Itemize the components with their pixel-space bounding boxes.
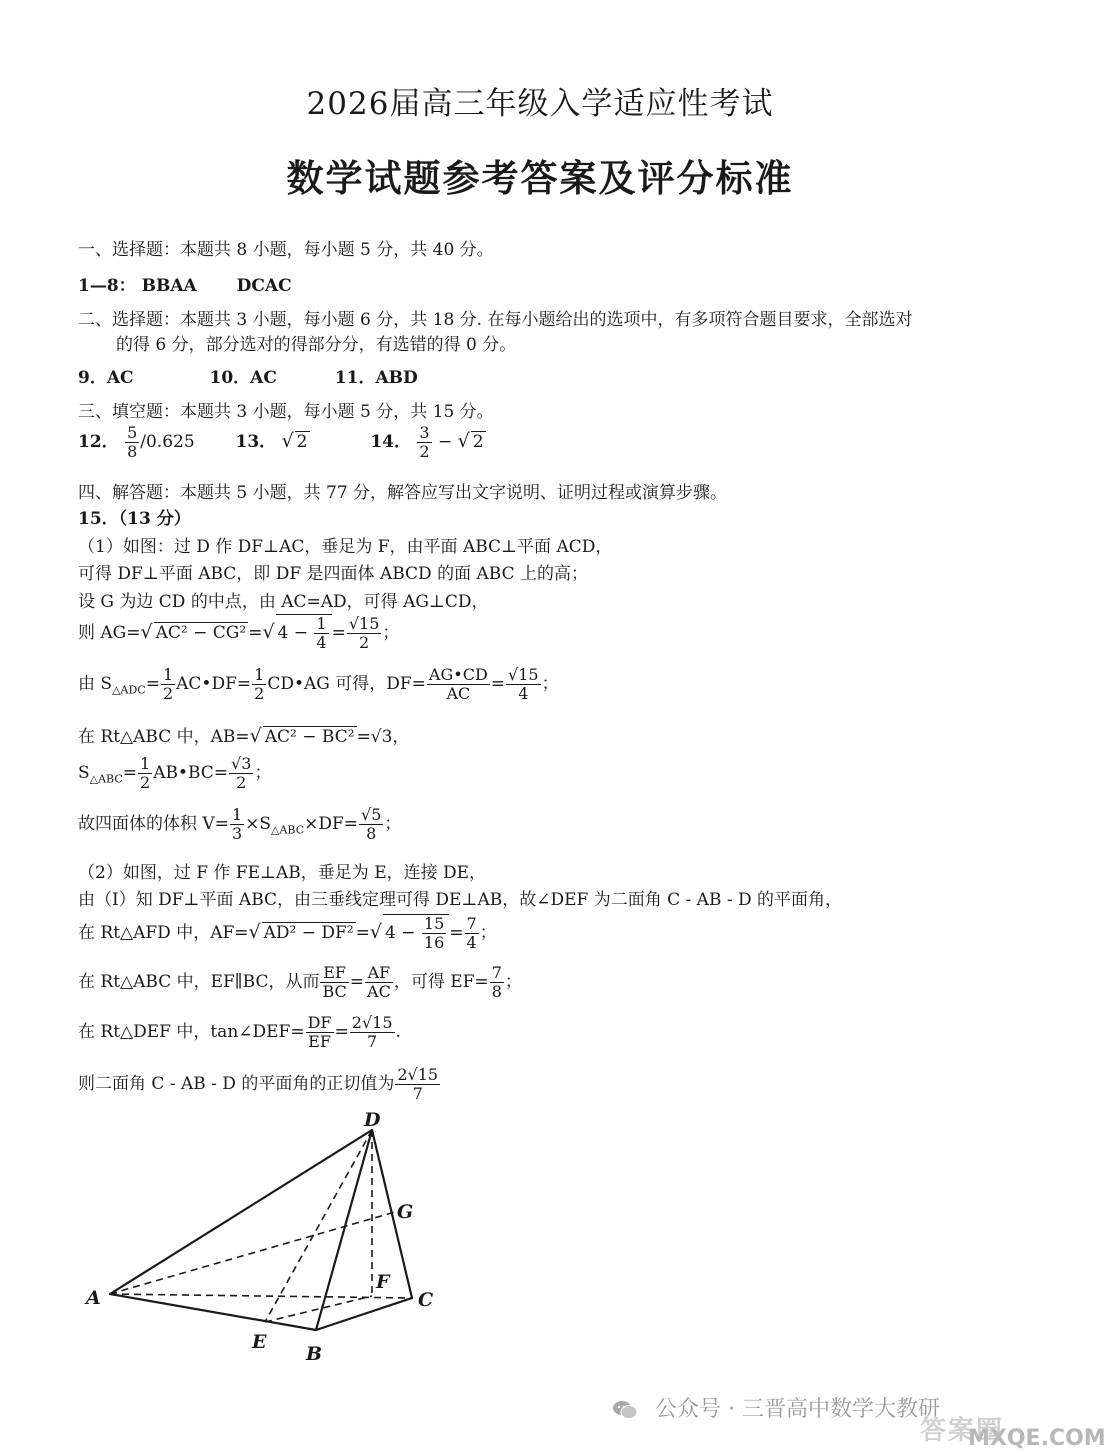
solution-line-2: 可得 DF⊥平面 ABC，即 DF 是四面体 ABCD 的面 ABC 上的高； [78,564,588,584]
solution-line-tan: 在 Rt△DEF 中，tan∠DEF= $\frac{DF}{EF}$ = $\frac{2√15}{7}$ . [78,1013,401,1051]
section1-answers [78,271,292,296]
answers-label: 1—8： [78,276,136,296]
watermark-text: 公众号 · 三晋高中数学大教研 [655,1397,940,1422]
answer-q13-value: √ 2 [281,430,308,452]
solution-line-volume: 故四面体的体积 V= $\frac{1}{3}$ $\times S_{\triangle ABC}\times DF=$ $\frac{√5}{8}$ ； [78,805,402,843]
section2-answers [78,363,418,388]
answer-q12-label: 12． [78,432,119,452]
solution-line-dihedral: 由（Ⅰ）知 DF⊥平面 ABC，由三垂线定理可得 DE⊥AB，故∠DEF 为二面角 C - AB - D 的平面角， [78,890,843,910]
edge-bc [316,1298,412,1330]
solution-line-3: 设 G 为边 CD 的中点，由 AC=AD，可得 AG⊥CD， [78,592,489,612]
exam-title: 2026届高三年级入学适应性考试 [306,86,774,122]
section4-heading: 四、解答题：本题共 5 小题，共 77 分，解答应写出文字说明、证明过程或演算步骤。 [78,483,728,503]
answers-1-4: BBAA [141,276,197,296]
solution-line-1: （1）如图：过 D 作 DF⊥AC，垂足为 F，由平面 ABC⊥平面 ACD， [78,537,613,557]
label-e: E [252,1331,267,1353]
answer-q14-value: $\frac{3}{2}$ − √ 2 [419,423,484,461]
answer-q9: 9．AC [78,368,134,388]
answer-q11: 11．ABD [334,368,418,388]
section3-answers [78,424,486,461]
answer-q13-label: 13． [235,432,277,452]
section1-heading: 一、选择题：本题共 8 小题，每小题 5 分，共 40 分。 [78,240,494,260]
solution-line-df: 由 $S_{\triangle ADC}=$ $\frac{1}{2}$ AC•DF= $\frac{1}{2}$ CD•AG 可得，DF= $\frac{AG•CD}{AC}$ = $\frac{√15}{4}$ ； [78,665,559,703]
answer-q12-decimal: /0.625 [140,432,195,452]
solution-line-part2: （2）如图，过 F 作 FE⊥AB，垂足为 E，连接 DE， [78,863,487,883]
segment-ag [110,1212,395,1294]
section2-heading-line1: 二、选择题：本题共 3 小题，每小题 6 分，共 18 分. 在每小题给出的选项中，有多项符合题目要求，全部选对 [78,310,913,330]
label-d: D [364,1109,381,1131]
solution-line-ag: 则 AG=√ AC² − CG² =√ 4 − $\frac{1}{4}$ = $\frac{√15}{2}$ ； [78,614,400,652]
edge-ac-hidden [110,1294,412,1298]
edge-ab [110,1294,316,1330]
solution-line-af: 在 Rt△AFD 中，AF=√ AD² − DF² =√ 4 − $\frac{15}{16}$ = $\frac{7}{4}$ ； [78,914,497,952]
question-15-label: 15．（13 分） [78,509,191,529]
solution-line-area: $S_{\triangle ABC}=$ $\frac{1}{2}$ AB•BC= $\frac{√3}{2}$ ； [78,754,272,792]
answer-key-title: 数学试题参考答案及评分标准 [286,156,794,200]
solution-line-ef: 在 Rt△ABC 中，EF∥BC，从而 $\frac{EF}{BC}$ = $\frac{AF}{AC}$ ，可得 EF= $\frac{7}{8}$ ； [78,963,522,1001]
tetrahedron-diagram [70,1108,490,1378]
label-b: B [306,1343,323,1365]
label-g: G [397,1201,414,1223]
solution-line-ab: 在 Rt△ABC 中，AB=√ AC² − BC² =√3， [78,725,410,747]
solution-line-conclusion: 则二面角 C - AB - D 的平面角的正切值为 $\frac{2√15}{7}$ [78,1065,439,1103]
label-f: F [376,1271,390,1293]
section2-heading-line2: 的得 6 分，部分选对的得部分分，有选错的得 0 分。 [116,335,517,355]
site-watermark: MXQE.COM [968,1426,1106,1451]
answer-q10: 10．AC [209,368,277,388]
answer-q14-label: 14． [370,432,411,452]
wechat-icon [612,1399,638,1421]
section3-heading: 三、填空题：本题共 3 小题，每小题 5 分，共 15 分。 [78,402,494,422]
answer-q12-fraction: $\frac{5}{8}$ [127,423,138,461]
segment-de [265,1130,372,1322]
stamp-logo: 答案圈 [920,1416,1005,1446]
answers-5-8: DCAC [236,276,292,296]
label-a: A [86,1287,101,1309]
label-c: C [418,1289,434,1311]
